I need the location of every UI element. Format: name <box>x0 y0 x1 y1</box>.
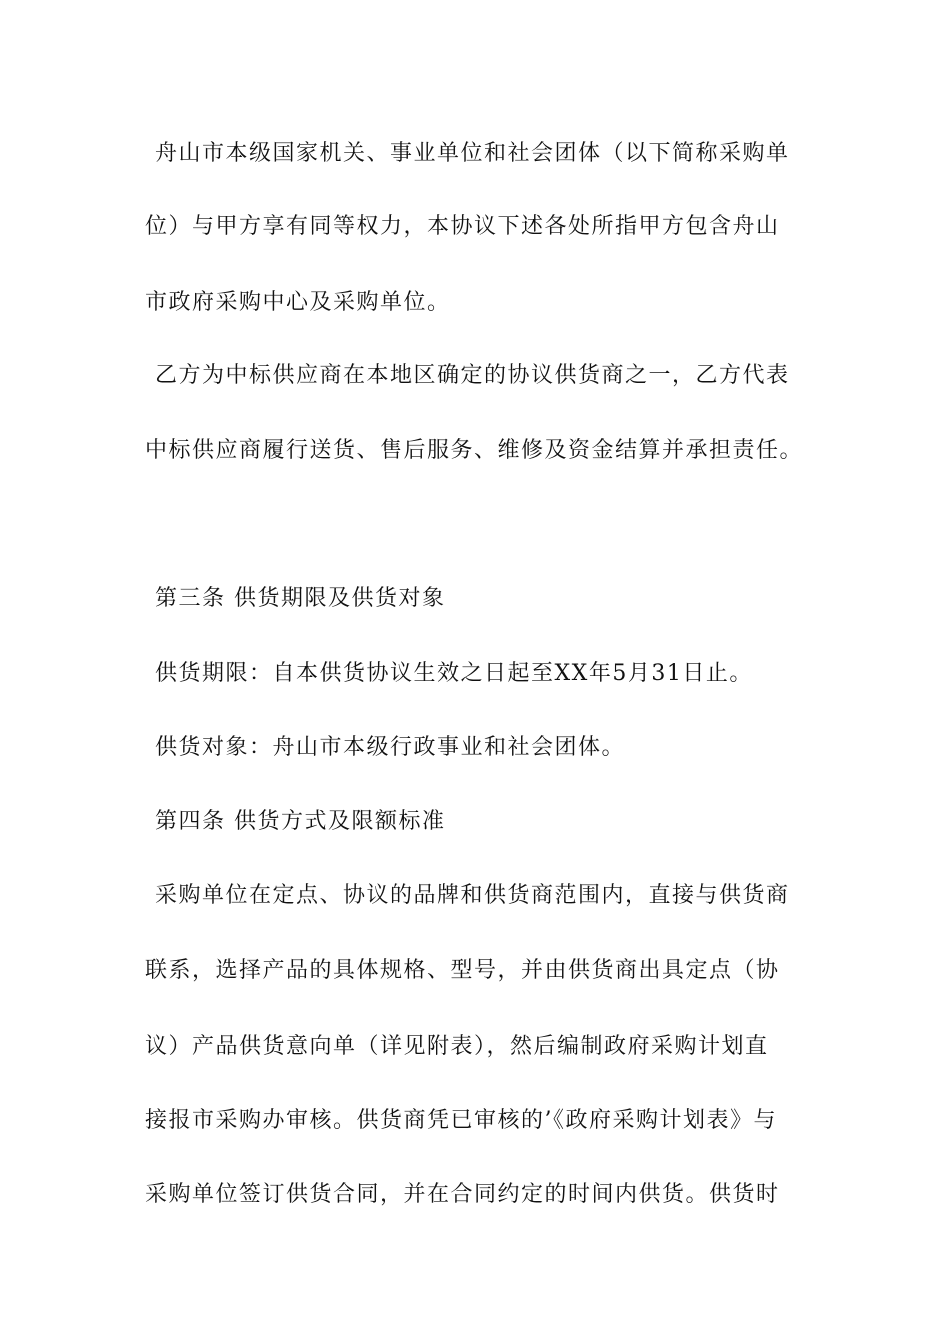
article-4-heading: 第四条 供货方式及限额标准 <box>155 809 446 834</box>
article-3-target: 供货对象：舟山市本级行政事业和社会团体。 <box>155 735 626 760</box>
article-3-period: 供货期限：自本供货协议生效之日起至XX年5月31日止。 <box>155 661 753 686</box>
article-3-heading: 第三条 供货期限及供货对象 <box>155 586 446 611</box>
paragraph-1-line-2: 位）与甲方享有同等权力，本协议下述各处所指甲方包含舟山 <box>145 214 780 239</box>
paragraph-1-line-1: 舟山市本级国家机关、事业单位和社会团体（以下简称采购单 <box>155 141 790 166</box>
paragraph-1-line-3: 市政府采购中心及采购单位。 <box>145 290 451 315</box>
article-4-line-1: 采购单位在定点、协议的品牌和供货商范围内，直接与供货商 <box>155 883 790 908</box>
paragraph-2-line-1: 乙方为中标供应商在本地区确定的协议供货商之一，乙方代表 <box>155 363 790 388</box>
paragraph-2-line-2: 中标供应商履行送货、售后服务、维修及资金结算并承担责任。 <box>145 438 804 463</box>
article-4-line-2: 联系，选择产品的具体规格、型号，并由供货商出具定点（协 <box>145 958 780 983</box>
article-4-line-3: 议）产品供货意向单（详见附表），然后编制政府采购计划直 <box>145 1034 769 1059</box>
article-4-line-5: 采购单位签订供货合同，并在合同约定的时间内供货。供货时 <box>145 1182 780 1207</box>
article-4-line-4: 接报市采购办审核。供货商凭已审核的’《政府采购计划表》与 <box>145 1108 777 1133</box>
